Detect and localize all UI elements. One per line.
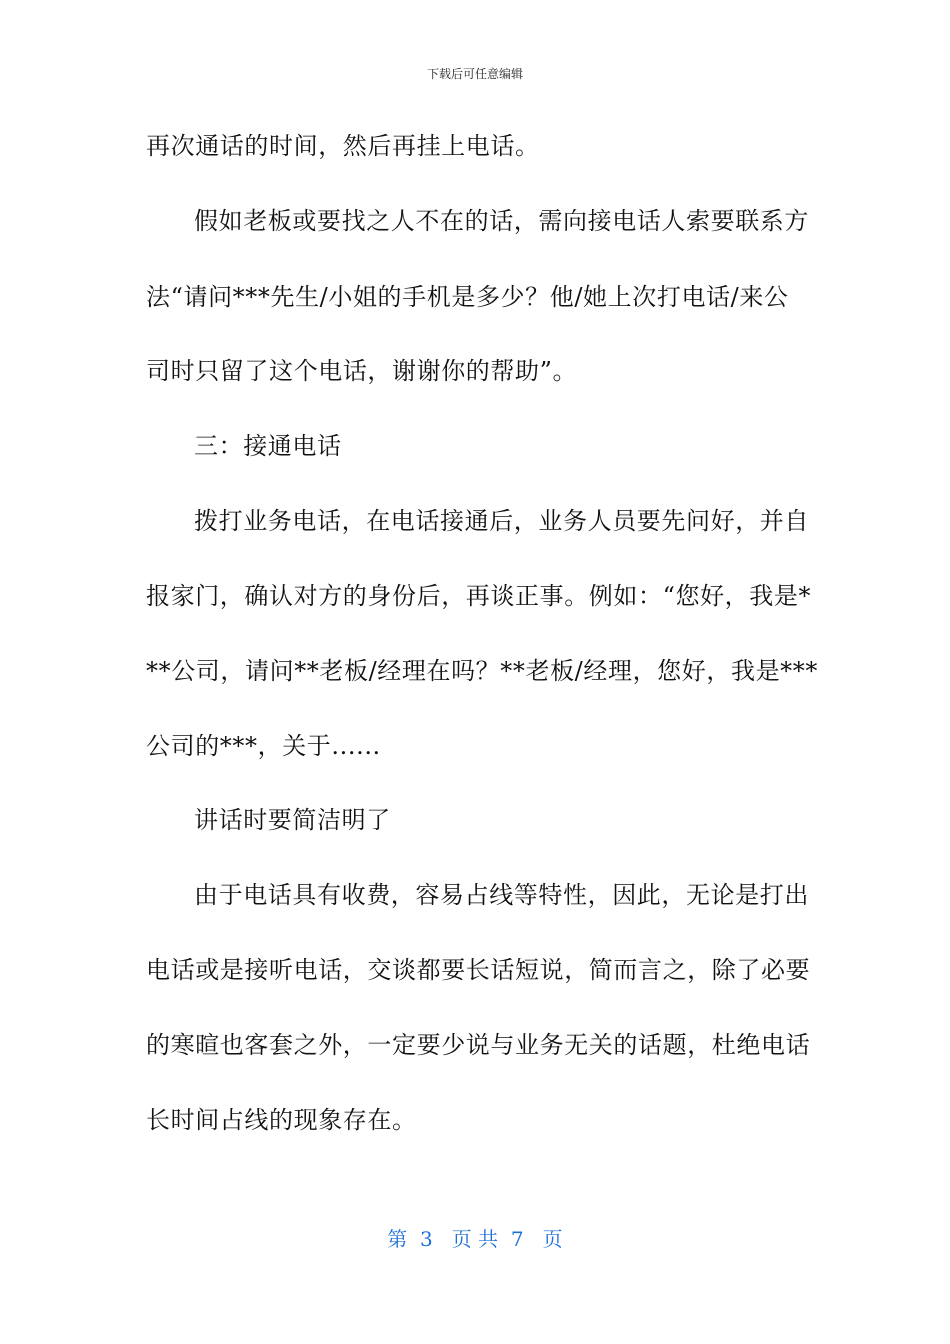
text-line: 再次通话的时间，然后再挂上电话。	[146, 132, 540, 160]
text-line: **公司，请问**老板/经理在吗？**老板/经理，您好，我是***	[146, 657, 818, 685]
subheading: 讲话时要简洁明了	[194, 806, 391, 834]
section-heading: 三：接通电话	[194, 432, 342, 460]
text-line: 长时间占线的现象存在。	[146, 1106, 417, 1134]
text-line: 公司的***，关于......	[146, 732, 381, 760]
text-line: 报家门，确认对方的身份后，再谈正事。例如：“您好，我是*	[146, 582, 812, 610]
page-header: 下载后可任意编辑	[426, 67, 523, 81]
page-number-footer: 第 3 页 共 7 页	[387, 1227, 563, 1251]
paragraph-line: 假如老板或要找之人不在的话，需向接电话人索要联系方	[194, 207, 809, 235]
paragraph-line: 由于电话具有收费，容易占线等特性，因此，无论是打出	[194, 881, 809, 909]
text-line: 电话或是接听电话，交谈都要长话短说，简而言之，除了必要	[146, 956, 811, 984]
text-line: 的寒暄也客套之外，一定要少说与业务无关的话题，杜绝电话	[146, 1031, 811, 1059]
paragraph-line: 拨打业务电话，在电话接通后，业务人员要先问好，并自	[194, 507, 809, 535]
text-line: 司时只留了这个电话，谢谢你的帮助”。	[146, 357, 578, 385]
text-line: 法“请问***先生/小姐的手机是多少？他/她上次打电话/来公	[146, 283, 789, 311]
